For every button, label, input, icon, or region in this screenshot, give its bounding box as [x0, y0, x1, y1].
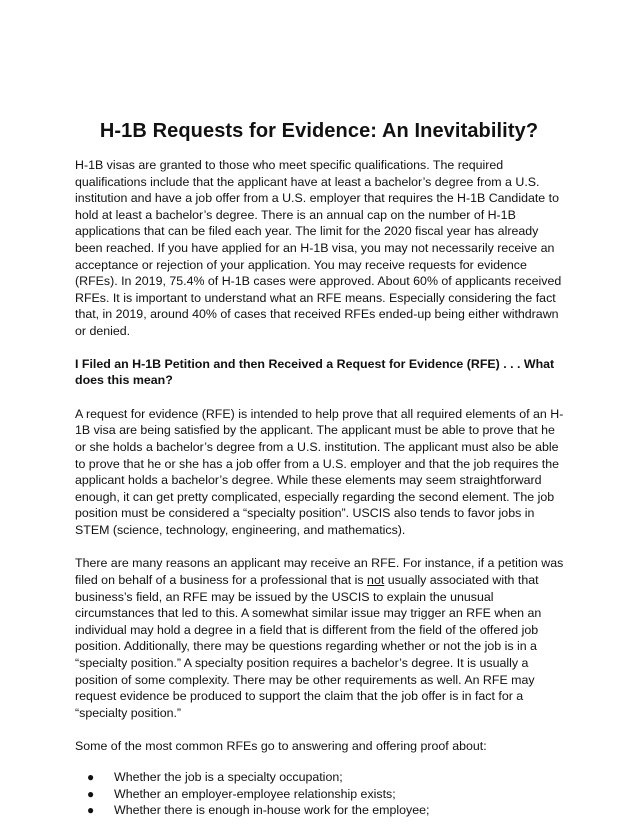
rfe-reasons-text-end: usually associated with that business’s field, an RFE may be issued by the USCIS to explain the unusual circumstances that led to this. A somewhat similar issue may trigger an RFE when an individual may hold a degree in a field that is different from the field of the offered job position. Additionally, there may be questions regarding whether or not the job is in a “specialty position.” A specialty position requires a bachelor’s degree. It is usually a position of some complexity. There may be other requirements as well. An RFE may request evidence be produced to support the claim that the job offer is in fact for a “specialty position.”: [75, 573, 542, 720]
list-item: [75, 786, 567, 803]
document-title: H-1B Requests for Evidence: An Inevitability?: [99, 120, 539, 142]
common-rfes-list: [75, 769, 567, 819]
section-heading: I Filed an H-1B Petition and then Received a Request for Evidence (RFE) . . . What does this mean?: [75, 356, 555, 388]
rfe-reasons-paragraph: [75, 555, 567, 721]
bullet-icon: ●: [87, 770, 95, 784]
underlined-word: not: [367, 573, 385, 588]
list-item: [75, 769, 567, 786]
list-item-text: Whether the job is a specialty occupation;: [114, 770, 343, 784]
rfe-explanation-paragraph: A request for evidence (RFE) is intended to help prove that all required elements of an H-1B visa are being satisfied by the applicant. The applicant must be able to prove that he or she holds a bachelor’s degree from a U.S. institution. The applicant must also be able to prove that he or she has a job offer from a U.S. employer and that the job requires the applicant holds a bachelor’s degree. While these elements may seem straightforward enough, it can get pretty complicated, especially regarding the second element. The job position must be considered a “specialty position”. USCIS also tends to favor jobs in STEM (science, technology, engineering, and mathematics).: [75, 406, 564, 537]
list-item-text: Whether an employer-employee relationship exists;: [114, 786, 396, 801]
rfe-reasons-text-start: There are many reasons an applicant may receive an RFE. For instance, if a petition was filed on behalf of a business for a professional that is: [75, 556, 564, 588]
common-rfes-intro: Some of the most common RFEs go to answering and offering proof about:: [75, 739, 487, 754]
document-body: [75, 157, 567, 819]
bullet-icon: ●: [87, 786, 95, 801]
bullet-icon: ●: [87, 803, 95, 818]
list-item-text: Whether there is enough in-house work for the employee;: [114, 803, 430, 818]
intro-paragraph: H-1B visas are granted to those who meet specific qualifications. The required qualifications include that the applicant have at least a bachelor’s degree from a U.S. institution and have a job offer from a U.S. employer that requires the H-1B Candidate to hold at least a bachelor’s degree. There is an annual cap on the number of H-1B applications that can be filed each year. The limit for the 2020 fiscal year has already been reached. If you have applied for an H-1B visa, you may not necessarily receive an acceptance or rejection of your application. You may receive requests for evidence (RFEs). In 2019, 75.4% of H-1B cases were approved. About 60% of applicants received RFEs. It is important to understand what an RFE means. Especially considering the fact that, in 2019, around 40% of cases that received RFEs ended-up being either withdrawn or denied.: [75, 158, 562, 338]
list-item: [75, 802, 567, 819]
